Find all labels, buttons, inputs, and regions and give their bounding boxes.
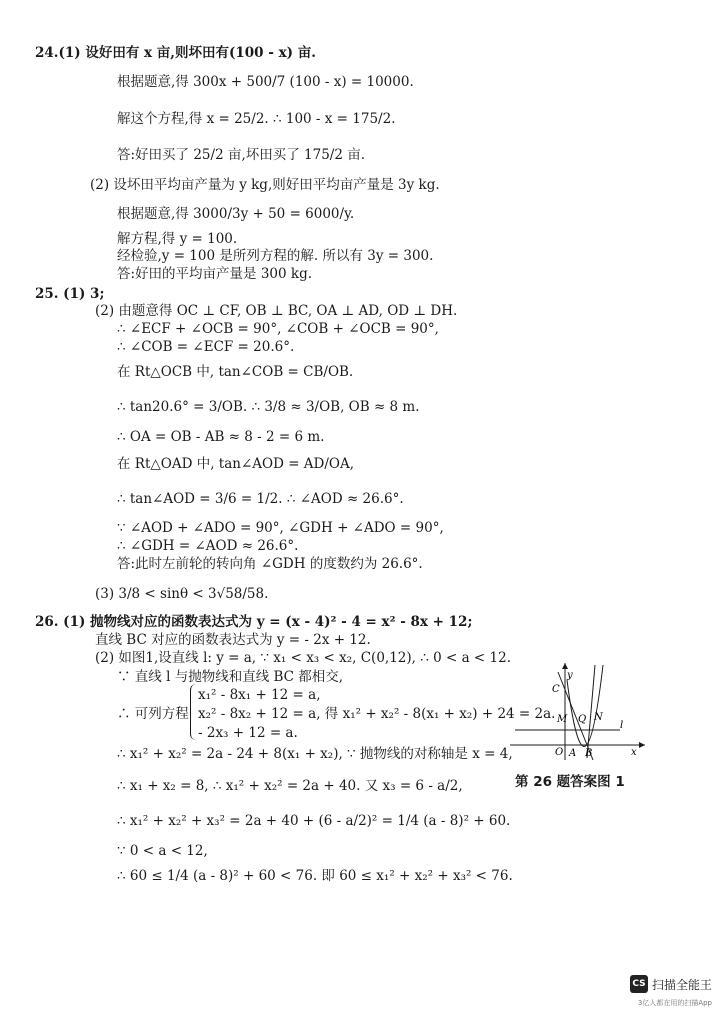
- q25-part2-heading: (2) 由题意得 OC ⊥ CF, OB ⊥ BC, OA ⊥ AD, OD ⊥ DH.: [95, 303, 458, 319]
- q26-system-lead: ∴ 可列方程: [117, 706, 189, 722]
- q25-line: ∴ tan∠AOD = 3/6 = 1/2. ∴ ∠AOD ≈ 26.6°.: [117, 491, 404, 507]
- label-o: O: [555, 747, 564, 758]
- q24-part2-solution: 解方程,得 y = 100.: [117, 231, 238, 247]
- q24-part2-answer: 答:好田的平均亩产量是 300 kg.: [117, 266, 313, 282]
- q26-line: ∴ 60 ≤ 1/4 (a - 8)² + 60 < 76. 即 60 ≤ x₁² + x₂² + x₃² < 76.: [117, 868, 513, 884]
- q25-part3: (3) 3/8 < sinθ < 3√58/58.: [95, 586, 269, 602]
- q24-part2-check: 经检验,y = 100 是所列方程的解. 所以有 3y = 300.: [117, 248, 434, 264]
- label-y: y: [567, 670, 573, 681]
- q25-line: ∴ ∠GDH = ∠AOD ≈ 26.6°.: [117, 538, 299, 554]
- q24-part2-heading: (2) 设坏田平均亩产量为 y kg,则好田平均亩产量是 3y kg.: [90, 177, 440, 193]
- watermark-subtext: 3亿人都在用的扫描App: [637, 999, 712, 1007]
- system-brace: [190, 684, 197, 740]
- figure-caption: 第 26 题答案图 1: [515, 774, 625, 790]
- q25-line: ∴ OA = OB - AB ≈ 8 - 2 = 6 m.: [117, 429, 325, 445]
- q25-line: 在 Rt△OCB 中, tan∠COB = CB/OB.: [117, 364, 354, 380]
- label-b: B: [585, 748, 593, 759]
- q25-line: ∴ ∠COB = ∠ECF = 20.6°.: [117, 339, 295, 355]
- q24-part1-equation: 根据题意,得 300x + 500/7 (100 - x) = 10000.: [117, 74, 414, 90]
- scanner-watermark: [630, 975, 712, 993]
- parabola-figure: [505, 660, 655, 765]
- q25-line: ∴ ∠ECF + ∠OCB = 90°, ∠COB + ∠OCB = 90°,: [117, 321, 439, 337]
- q25-line: 在 Rt△OAD 中, tan∠AOD = AD/OA,: [117, 456, 355, 472]
- q26-system-eq2: x₂² - 8x₂ + 12 = a, 得 x₁² + x₂² - 8(x₁ + x₂) + 24 = 2a.: [198, 706, 556, 722]
- q26-line: ∵ 0 < a < 12,: [117, 843, 208, 859]
- camscanner-icon: CS: [630, 975, 648, 993]
- q26-system-eq1: x₁² - 8x₁ + 12 = a,: [198, 687, 321, 703]
- q24-part1-heading: 24.(1) 设好田有 x 亩,则坏田有(100 - x) 亩.: [35, 45, 316, 61]
- label-m: M: [557, 714, 568, 725]
- label-x: x: [631, 747, 637, 758]
- q25-line: ∵ ∠AOD + ∠ADO = 90°, ∠GDH + ∠ADO = 90°,: [117, 520, 444, 536]
- q26-line: ∵ 直线 l 与抛物线和直线 BC 都相交,: [117, 669, 344, 685]
- watermark-text: 扫描全能王: [651, 977, 712, 992]
- q26-system-eq3: - 2x₃ + 12 = a.: [198, 725, 298, 741]
- q26-line: ∴ x₁ + x₂ = 8, ∴ x₁² + x₂² = 2a + 40. 又 x₃ = 6 - a/2,: [117, 778, 463, 794]
- q24-part1-solution: 解这个方程,得 x = 25/2. ∴ 100 - x = 175/2.: [117, 111, 396, 127]
- q26-part1-parabola: 26. (1) 抛物线对应的函数表达式为 y = (x - 4)² - 4 = x² - 8x + 12;: [35, 614, 473, 630]
- label-l: l: [620, 720, 624, 731]
- label-a: A: [569, 748, 577, 759]
- label-n: N: [594, 712, 603, 723]
- q25-line: 答:此时左前轮的转向角 ∠GDH 的度数约为 26.6°.: [117, 556, 423, 572]
- q26-part1-line-bc: 直线 BC 对应的函数表达式为 y = - 2x + 12.: [95, 632, 371, 648]
- q25-part1: 25. (1) 3;: [35, 286, 105, 302]
- q24-part2-equation: 根据题意,得 3000/3y + 50 = 6000/y.: [117, 206, 355, 222]
- q26-part2-heading: (2) 如图1,设直线 l: y = a, ∵ x₁ < x₃ < x₂, C(0,12), ∴ 0 < a < 12.: [95, 650, 512, 666]
- q25-line: ∴ tan20.6° = 3/OB. ∴ 3/8 ≈ 3/OB, OB ≈ 8 m.: [117, 399, 420, 415]
- q24-part1-answer: 答:好田买了 25/2 亩,坏田买了 175/2 亩.: [117, 147, 366, 163]
- label-q: Q: [578, 714, 587, 725]
- label-c: C: [552, 684, 560, 695]
- q26-line: ∴ x₁² + x₂² + x₃² = 2a + 40 + (6 - a/2)² = 1/4 (a - 8)² + 60.: [117, 813, 511, 829]
- q26-line: ∴ x₁² + x₂² = 2a - 24 + 8(x₁ + x₂), ∵ 抛物线的对称轴是 x = 4,: [117, 746, 513, 762]
